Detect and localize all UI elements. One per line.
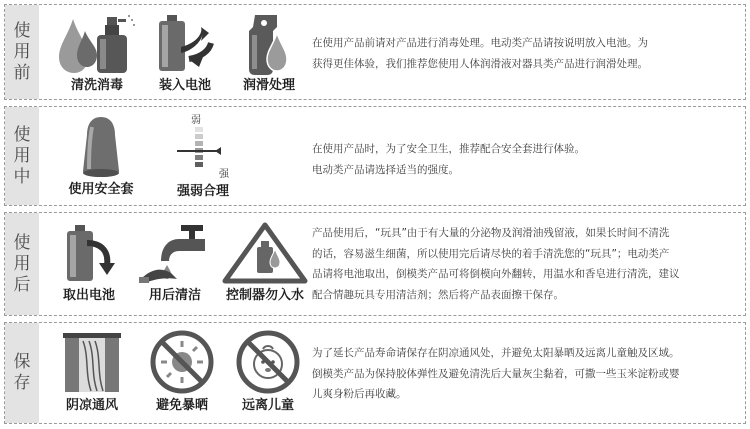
icon-group: [47, 5, 309, 99]
icon-caption: 清洗消毒: [70, 78, 123, 93]
section-during-use: [4, 106, 746, 206]
condom-icon: [51, 113, 151, 179]
description-line: 品请将电池取出，倒模类产品可将倒模向外翻转，用温水和香皂进行清洗，建议: [312, 268, 680, 280]
lubricant-bottle-icon: [233, 13, 305, 75]
section-label-char: 使: [13, 232, 31, 253]
section-description: [312, 33, 735, 74]
icon-caption: 润滑处理: [242, 78, 295, 93]
icon-item: [219, 221, 311, 304]
section-label-char: 使: [13, 20, 31, 41]
icon-caption: 控制器勿入水: [225, 288, 304, 303]
section-label: [5, 323, 39, 423]
icon-item: [49, 221, 129, 304]
shade-ventilation-icon: [49, 329, 135, 395]
strong-label: 强: [219, 169, 229, 180]
icon-caption: 装入电池: [158, 78, 211, 93]
section-label-char: 存: [13, 373, 31, 393]
section-label-char: 前: [13, 62, 31, 83]
section-label: [5, 5, 39, 99]
icon-item: [133, 221, 217, 304]
description-line: 获得更佳体验，我们推荐您使用人体润滑液对器具类产品进行润滑处理。: [312, 57, 648, 70]
icon-item: [51, 113, 151, 198]
description-line: 产品使用后，“玩具”由于有大量的分泌物及润滑油残留液，如果长时间不清洗: [312, 227, 670, 239]
icon-item: [227, 329, 309, 414]
icon-item: [233, 13, 305, 94]
icon-caption: 使用安全套: [68, 182, 134, 197]
section-after-use: [4, 212, 746, 316]
description-line: 在使用产品前请对产品进行消毒处理。电动类产品请按说明放入电池。为: [312, 37, 648, 49]
section-description: [312, 139, 735, 180]
icon-caption: 取出电池: [62, 288, 115, 303]
battery-remove-icon: [49, 221, 129, 285]
section-label: [5, 213, 39, 315]
icon-group: [47, 213, 309, 315]
section-label-char: 用: [13, 41, 31, 62]
section-description: [312, 343, 735, 405]
icon-item: [145, 13, 225, 94]
description-line: 电动类产品请选择适当的强度。: [312, 163, 459, 176]
intensity-scale-icon: [155, 111, 251, 181]
section-label-char: 后: [13, 274, 31, 295]
section-label-char: 用: [13, 253, 31, 274]
icon-caption: 避免暴晒: [155, 398, 208, 413]
section-description: [312, 223, 735, 305]
description-line: 配合情趣玩具专用清洁剂；然后将产品表面擦干保存。: [312, 288, 564, 301]
keep-away-children-icon: [227, 329, 309, 395]
section-label-char: 用: [13, 145, 31, 166]
spray-bottle-icon: [55, 13, 139, 75]
no-water-warning-icon: [219, 221, 311, 285]
description-line: 倒模类产品为保持胶体弹性及避免清洗后大量灰尘黏着，可撒一些玉米淀粉或婴: [312, 367, 680, 380]
no-sunlight-icon: [141, 329, 223, 395]
icon-item: [141, 329, 223, 414]
section-label-char: 保: [13, 352, 31, 372]
section-label-char: 中: [13, 166, 31, 187]
weak-label: 弱: [191, 115, 201, 126]
description-line: 的话，容易滋生细菌，所以使用完后请尽快的着手清洗您的“玩具”；电动类产: [312, 247, 670, 260]
section-before-use: [4, 4, 746, 100]
description-line: 在使用产品时，为了安全卫生，推荐配合安全套进行体验。: [312, 143, 585, 155]
icon-caption: 远离儿童: [241, 398, 294, 413]
icon-group: [47, 107, 309, 205]
section-label: [5, 107, 39, 205]
section-storage: [4, 322, 746, 424]
description-line: 儿爽身粉后再收藏。: [312, 388, 407, 400]
battery-insert-icon: [145, 13, 225, 75]
faucet-icon: [133, 221, 217, 285]
icon-caption: 强弱合理: [176, 184, 229, 199]
icon-item: [55, 13, 139, 94]
description-line: 为了延长产品寿命请保存在阴凉通风处，并避免太阳暴晒及远离儿童触及区域。: [312, 347, 680, 359]
icon-item: [49, 329, 135, 414]
icon-caption: 用后清洁: [148, 288, 201, 303]
icon-group: [47, 323, 309, 423]
section-label-char: 使: [13, 124, 31, 145]
icon-item: [155, 111, 251, 200]
icon-caption: 阴凉通风: [65, 398, 118, 413]
